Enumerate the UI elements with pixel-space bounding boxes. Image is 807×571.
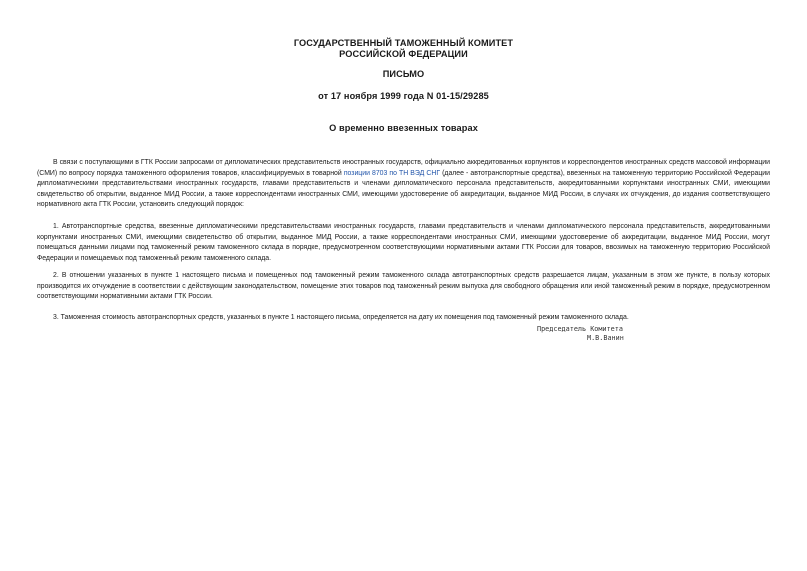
tnved-link[interactable]: позиции 8703 по ТН ВЭД СНГ [343, 169, 441, 177]
document-date-number: от 17 ноября 1999 года N 01-15/29285 [318, 91, 489, 101]
signature-name: М.В.Ванин [587, 334, 624, 342]
paragraph-intro [37, 158, 770, 211]
organization-header [0, 38, 807, 60]
intro-text-before: В связи с поступающими в ГТК России запросами от дипломатических представительств иностранных государств, официально аккредитованных корпунктов и корреспондентов иностранных средств массовой информации (СМИ) по вопросу порядка таможенного оформления товаров, классифицируемых в товарной [37, 159, 770, 177]
org-line-1: ГОСУДАРСТВЕННЫЙ ТАМОЖЕННЫЙ КОМИТЕТ [293, 38, 514, 48]
intro-text-after: (далее - автотранспортные средства), ввезенных на таможенную территорию Российской Федерации дипломатическими представительствами иностранных государств, главами представительств и членами дипломатического персонала представительств, аккредитованными корпунктами иностранных СМИ, имеющими свидетельство об открытии, выданное МИД России, а также корреспондентами иностранных СМИ, имеющими удостоверение об аккредитации, выданное МИД России, в случаях их отчуждения, до издания соответствующего нормативного акта ГТК России, установить следующий порядок: [37, 169, 771, 208]
paragraph-item-2: 2. В отношении указанных в пункте 1 настоящего письма и помещенных под таможенный режим таможенного склада автотранспортных средств разрешается лицам, указанным в этом же пункте, в пользу которых производится их отчуждение в соответствии с действующим законодательством, помещение этих товаров под таможенный режим выпуска для свободного обращения или иной таможенный режим в порядке, предусмотренном соответствующими нормативными актами ГТК России. [37, 272, 770, 300]
signature-title: Председатель Комитета [537, 325, 623, 333]
org-line-2: РОССИЙСКОЙ ФЕДЕРАЦИИ [339, 49, 468, 59]
paragraph-item-3: 3. Таможенная стоимость автотранспортных средств, указанных в пункте 1 настоящего письма, определяется на дату их помещения под таможенный режим таможенного склада. [53, 314, 629, 321]
document-subject: О временно ввезенных товарах [329, 123, 478, 133]
paragraph-item-1: 1. Автотранспортные средства, ввезенные дипломатическими представительствами иностранных государств, главами представительств и членами дипломатического персонала представительств, аккредитованными корпунктами иностранных СМИ, имеющими свидетельство об открытии, выданное МИД России, а также корреспондентами иностранных СМИ, имеющими удостоверение об аккредитации, выданное МИД России, могут помещаться данными лицами под таможенный режим таможенного склада в порядке, предусмотренном соответствующими нормативными актами ГТК России для товаров, ввозимых на таможенную территорию Российской Федерации и помещаемых под таможенный режим таможенного склада. [37, 223, 770, 262]
document-type: ПИСЬМО [382, 69, 425, 79]
